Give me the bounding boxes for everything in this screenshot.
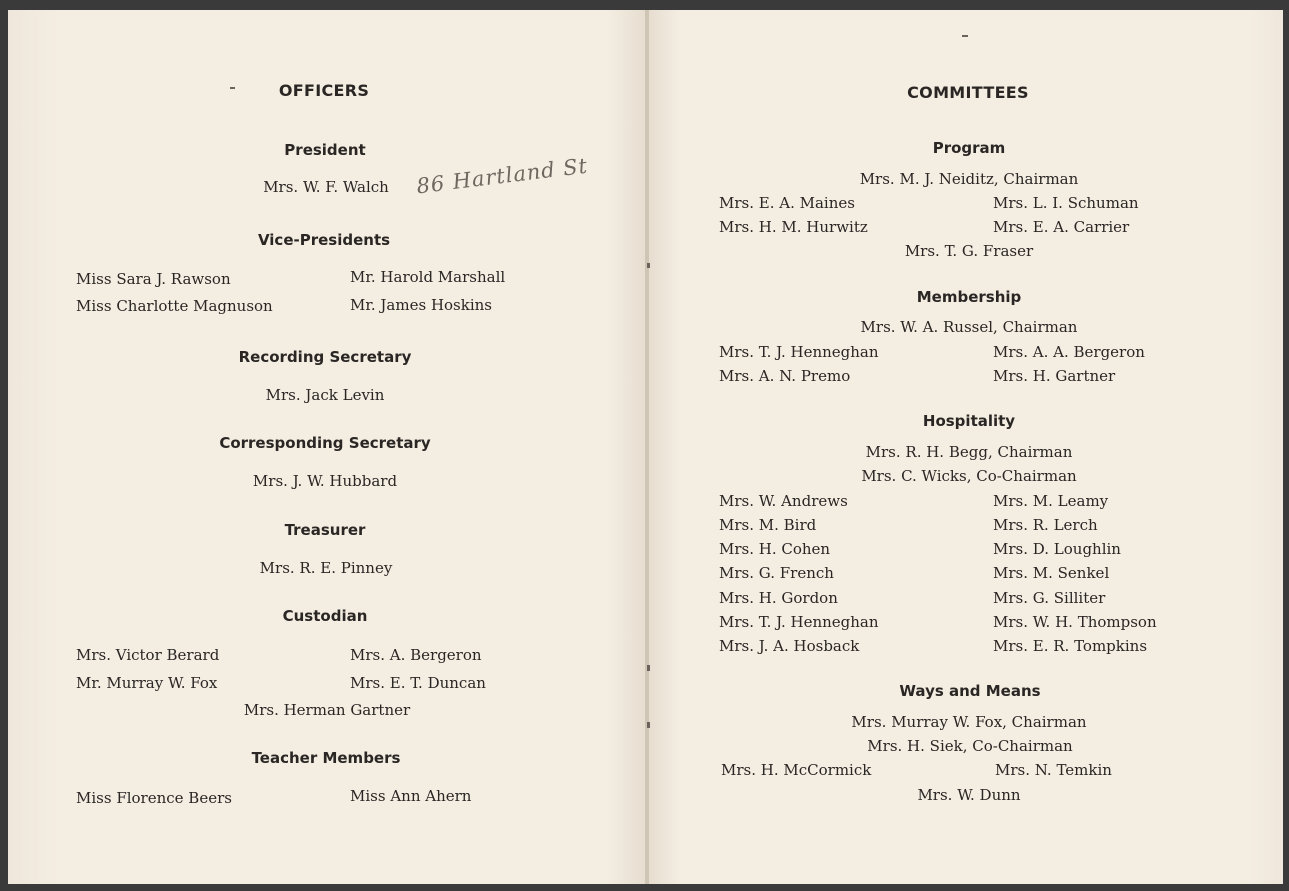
hospitality-member: Mrs. M. Leamy xyxy=(993,492,1109,510)
custodian-name: Mrs. A. Bergeron xyxy=(350,646,482,664)
hospitality-member: Mrs. D. Loughlin xyxy=(993,540,1121,558)
hospitality-co-chairman: Mrs. C. Wicks, Co-Chairman xyxy=(861,467,1077,485)
program-member: Mrs. H. M. Hurwitz xyxy=(719,218,868,236)
officers-title: OFFICERS xyxy=(278,81,370,100)
staple-mark xyxy=(647,722,650,728)
program-member: Mrs. E. A. Carrier xyxy=(993,218,1130,236)
vice-presidents-heading: Vice-Presidents xyxy=(257,231,391,249)
staple-mark xyxy=(647,665,650,671)
program-chairman: Mrs. M. J. Neiditz, Chairman xyxy=(859,170,1079,188)
hospitality-member: Mrs. H. Cohen xyxy=(719,540,831,558)
ink-speck xyxy=(230,87,235,89)
ways-and-means-chairman: Mrs. Murray W. Fox, Chairman xyxy=(851,713,1087,731)
hospitality-heading: Hospitality xyxy=(922,412,1016,430)
ways-and-means-member: Mrs. H. McCormick xyxy=(721,761,872,779)
staple-mark xyxy=(647,263,650,268)
program-heading: Program xyxy=(932,139,1006,157)
corresponding-secretary-heading: Corresponding Secretary xyxy=(219,434,431,452)
hospitality-member: Mrs. M. Bird xyxy=(719,516,817,534)
custodian-name: Mrs. Victor Berard xyxy=(76,646,220,664)
hospitality-member: Mrs. H. Gordon xyxy=(719,589,838,607)
hospitality-member: Mrs. R. Lerch xyxy=(993,516,1098,534)
vice-president-name: Miss Charlotte Magnuson xyxy=(76,297,273,315)
membership-heading: Membership xyxy=(916,288,1022,306)
vice-president-name: Mr. Harold Marshall xyxy=(350,268,506,286)
ways-and-means-member: Mrs. N. Temkin xyxy=(995,761,1112,779)
membership-member: Mrs. A. A. Bergeron xyxy=(993,343,1145,361)
ways-and-means-member: Mrs. W. Dunn xyxy=(917,786,1021,804)
membership-member: Mrs. H. Gartner xyxy=(993,367,1116,385)
teacher-member-name: Miss Florence Beers xyxy=(76,789,232,807)
custodian-name: Mr. Murray W. Fox xyxy=(76,674,218,692)
program-member: Mrs. L. I. Schuman xyxy=(993,194,1139,212)
vice-president-name: Miss Sara J. Rawson xyxy=(76,270,231,288)
teacher-member-name: Miss Ann Ahern xyxy=(350,787,472,805)
ink-speck xyxy=(962,35,968,37)
hospitality-member: Mrs. G. Silliter xyxy=(993,589,1106,607)
ways-and-means-co-chairman: Mrs. H. Siek, Co-Chairman xyxy=(867,737,1073,755)
recording-secretary-name: Mrs. Jack Levin xyxy=(265,386,385,404)
treasurer-heading: Treasurer xyxy=(284,521,366,539)
hospitality-member: Mrs. G. French xyxy=(719,564,834,582)
membership-member: Mrs. A. N. Premo xyxy=(719,367,851,385)
custodian-name: Mrs. E. T. Duncan xyxy=(350,674,486,692)
committees-title: COMMITTEES xyxy=(907,83,1029,102)
president-heading: President xyxy=(284,141,366,159)
program-member: Mrs. E. A. Maines xyxy=(719,194,855,212)
corresponding-secretary-name: Mrs. J. W. Hubbard xyxy=(252,472,398,490)
hospitality-member: Mrs. W. Andrews xyxy=(719,492,848,510)
book-spine xyxy=(645,10,649,884)
recording-secretary-heading: Recording Secretary xyxy=(238,348,412,366)
president-name: Mrs. W. F. Walch xyxy=(263,178,389,196)
custodian-name: Mrs. Herman Gartner xyxy=(243,701,411,719)
custodian-heading: Custodian xyxy=(282,607,368,625)
program-member: Mrs. T. G. Fraser xyxy=(904,242,1034,260)
ways-and-means-heading: Ways and Means xyxy=(899,682,1041,700)
treasurer-name: Mrs. R. E. Pinney xyxy=(259,559,393,577)
teacher-members-heading: Teacher Members xyxy=(251,749,401,767)
hospitality-member: Mrs. W. H. Thompson xyxy=(993,613,1157,631)
hospitality-member: Mrs. J. A. Hosback xyxy=(719,637,860,655)
vice-president-name: Mr. James Hoskins xyxy=(350,296,492,314)
hospitality-chairman: Mrs. R. H. Begg, Chairman xyxy=(865,443,1073,461)
hospitality-member: Mrs. E. R. Tompkins xyxy=(993,637,1148,655)
hospitality-member: Mrs. T. J. Henneghan xyxy=(719,613,879,631)
hospitality-member: Mrs. M. Senkel xyxy=(993,564,1110,582)
handwritten-address: 86 Hartland St xyxy=(415,153,590,199)
membership-chairman: Mrs. W. A. Russel, Chairman xyxy=(860,318,1078,336)
membership-member: Mrs. T. J. Henneghan xyxy=(719,343,879,361)
